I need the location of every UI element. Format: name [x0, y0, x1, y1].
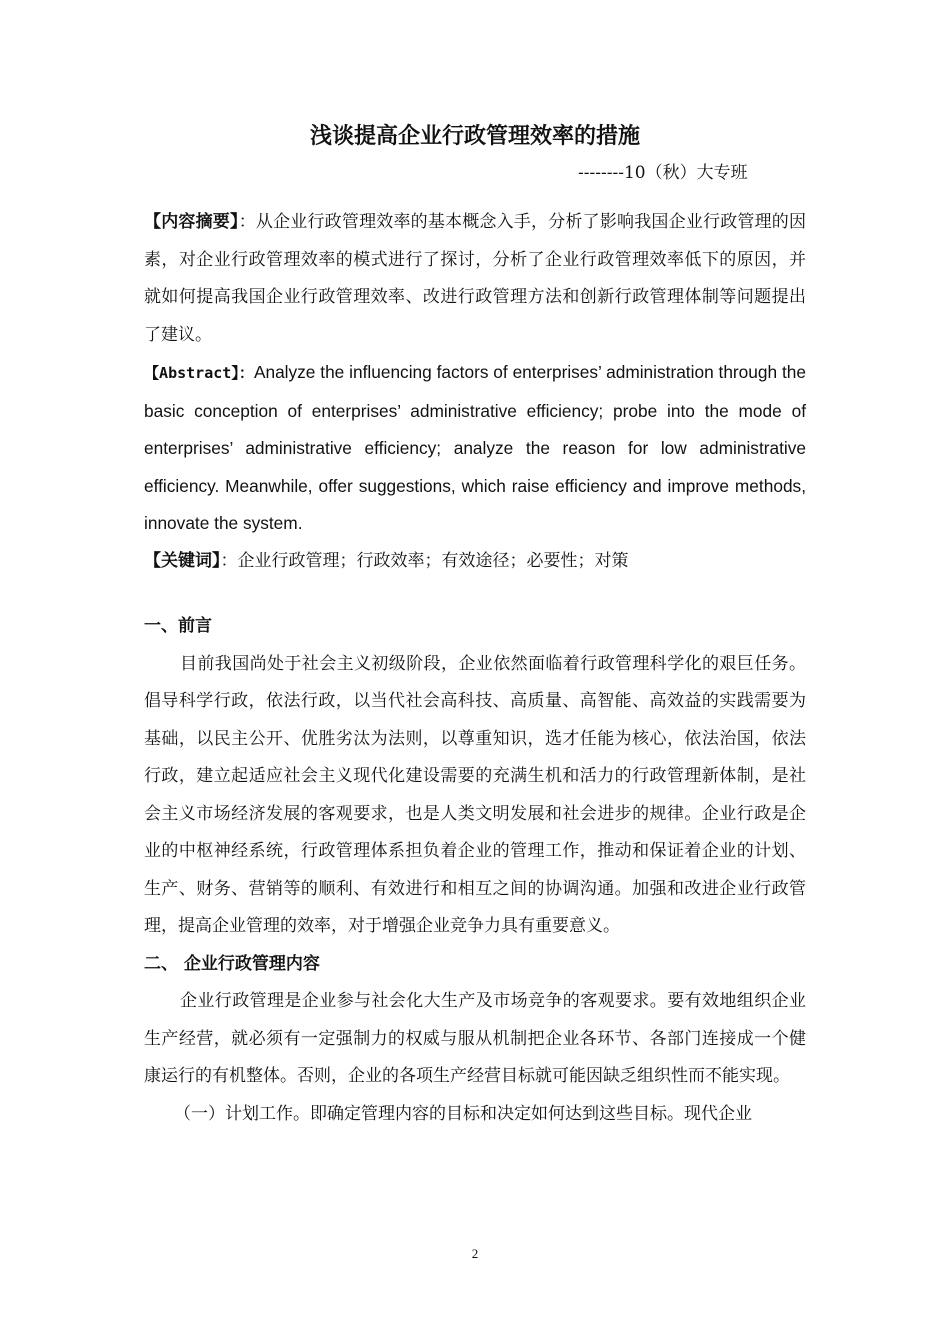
document-byline: --------10（秋）大专班: [578, 163, 748, 183]
keywords-text: ：企业行政管理；行政效率；有效途径；必要性；对策: [220, 550, 629, 571]
section-1-heading: 一、前言: [144, 616, 212, 636]
abstract-en-text: Analyze the influencing factors of enterprises’ administration through the basic conception of enterprises’ administrative efficiency; probe into the mode of enterprises’ administrative efficiency; analyze the reason for low administrative efficiency. Meanwhile, offer suggestions, which raise efficiency and improve methods, innovate the system.: [144, 362, 807, 533]
abstract-section: [144, 204, 806, 580]
keywords-label: 【关键词】: [144, 550, 221, 571]
abstract-en-label: 【Abstract】：: [144, 364, 254, 382]
document-title: 浅谈提高企业行政管理效率的措施: [309, 124, 640, 149]
section-1-paragraph: 目前我国尚处于社会主义初级阶段，企业依然面临着行政管理科学化的艰巨任务。倡导科学行政，依法行政，以当代社会高科技、高质量、高智能、高效益的实践需要为基础，以民主公开、优胜劣汰为法则，以尊重知识，选才任能为核心，依法治国，依法行政，建立起适应社会主义现代化建设需要的充满生机和活力的行政管理新体制，是社会主义市场经济发展的客观要求，也是人类文明发展和社会进步的规律。企业行政是企业的中枢神经系统，行政管理体系担负着企业的管理工作，推动和保证着企业的计划、生产、财务、营销等的顺利、有效进行和相互之间的协调沟通。加强和改进企业行政管理，提高企业管理的效率，对于增强企业竞争力具有重要意义。: [144, 653, 806, 936]
section-2-heading: 二、 企业行政管理内容: [144, 953, 320, 974]
abstract-cn-text: ：从企业行政管理效率的基本概念入手，分析了影响我国企业行政管理的因素，对企业行政管理效率的模式进行了探讨，分析了企业行政管理效率低下的原因，并就如何提高我国企业行政管理效率、改进行政管理方法和创新行政管理体制等问题提出了建议。: [144, 212, 807, 345]
keywords: [144, 543, 806, 581]
abstract-cn-label: 【内容摘要】: [144, 212, 239, 232]
abstract-cn: [144, 204, 806, 354]
section-2-subitem-1: （一）计划工作。即确定管理内容的目标和决定如何达到这些目标。现代企业: [174, 1103, 752, 1124]
section-2-paragraph: 企业行政管理是企业参与社会化大生产及市场竞争的客观要求。要有效地组织企业生产经营，就必须有一定强制力的权威与服从机制把企业各环节、各部门连接成一个健康运行的有机整体。否则，企业的各项生产经营目标就可能因缺乏组织性而不能实现。: [144, 991, 806, 1086]
abstract-en: [144, 354, 806, 543]
body-section: [144, 608, 806, 1133]
page-number: 2: [471, 1246, 479, 1261]
